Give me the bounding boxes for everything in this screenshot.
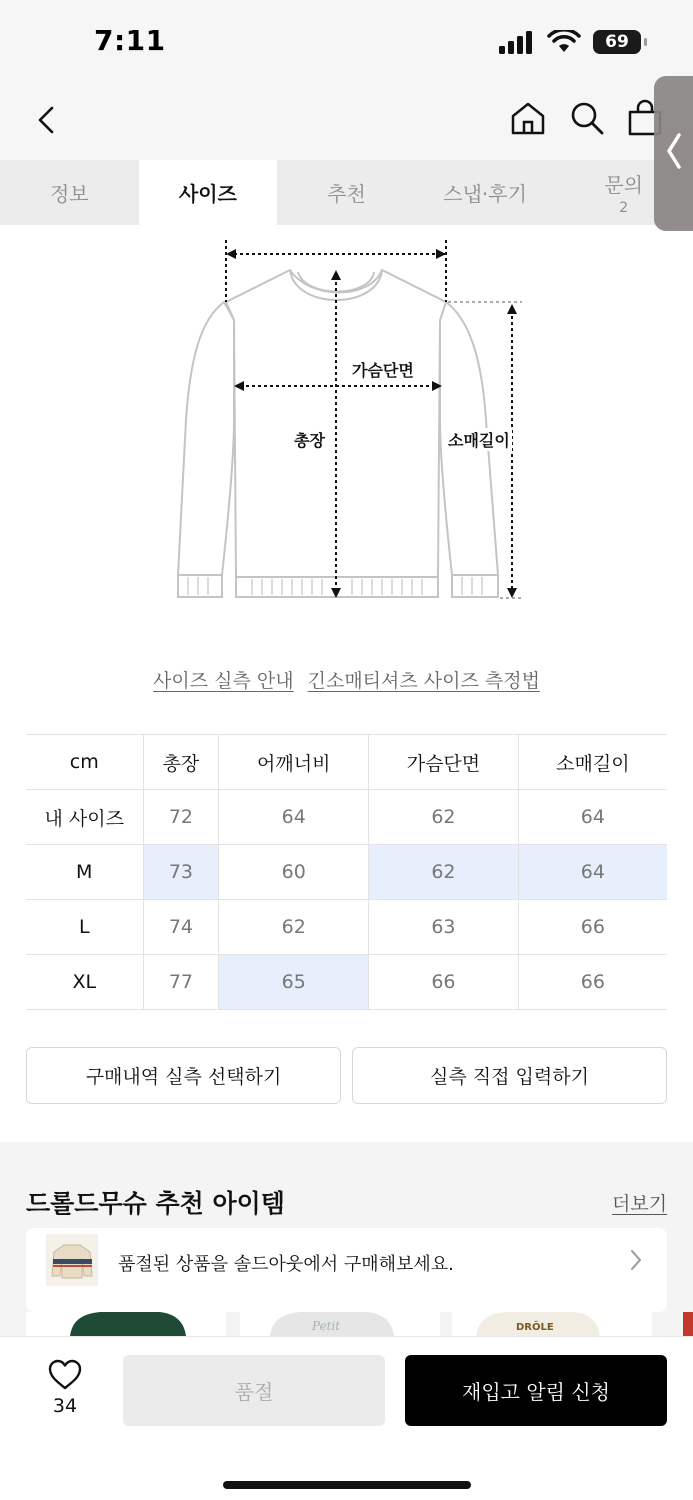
table-cell: 64 — [518, 790, 667, 845]
more-link[interactable]: 더보기 — [612, 1193, 668, 1215]
table-cell-highlighted: 65 — [219, 955, 369, 1010]
tab-size[interactable]: 사이즈 — [139, 160, 278, 225]
home-indicator — [223, 1481, 471, 1489]
table-header-cell: 어깨너비 — [219, 735, 369, 790]
battery-indicator: 69 — [593, 30, 641, 54]
sweatshirt-thumbnail — [46, 1234, 98, 1286]
size-label: XL — [26, 955, 143, 1010]
table-cell: 64 — [219, 790, 369, 845]
cellular-signal-icon — [499, 30, 535, 54]
size-table — [26, 734, 667, 1010]
table-header-cell: cm — [26, 735, 143, 790]
restock-alert-button[interactable]: 재입고 알림 신청 — [405, 1355, 667, 1426]
side-panel-handle[interactable] — [654, 76, 693, 231]
back-button[interactable] — [28, 100, 64, 140]
table-cell-highlighted: 62 — [369, 845, 519, 900]
home-icon — [508, 98, 548, 138]
table-header-cell: 소매길이 — [518, 735, 667, 790]
inquiry-count: 2 — [619, 200, 629, 216]
status-icons — [499, 28, 641, 56]
sweatshirt-illustration — [160, 210, 540, 610]
soldout-banner-text: 품절된 상품을 솔드아웃에서 구매해보세요. — [118, 1254, 454, 1275]
nav-header — [0, 80, 693, 160]
table-cell: 66 — [518, 900, 667, 955]
svg-text:Petit: Petit — [312, 1319, 341, 1333]
table-row-my-size — [26, 790, 667, 845]
chevron-right-icon — [629, 1248, 643, 1272]
home-button[interactable] — [508, 98, 548, 138]
heart-icon — [48, 1359, 82, 1391]
recommended-products-strip — [0, 1312, 693, 1336]
table-cell: 66 — [369, 955, 519, 1010]
status-time: 7:11 — [94, 24, 166, 57]
recommended-product-thumbnails — [0, 1312, 693, 1336]
table-cell: 60 — [219, 845, 369, 900]
table-cell: 77 — [143, 955, 219, 1010]
tab-inquiry[interactable]: 문의 2 — [604, 173, 643, 216]
wifi-icon — [547, 30, 581, 54]
sleeve-length-label: 소매길이 — [446, 428, 512, 451]
table-row-xl — [26, 955, 667, 1010]
size-label: 내 사이즈 — [26, 790, 143, 845]
table-header-cell: 총장 — [143, 735, 219, 790]
manual-measure-input-button[interactable]: 실측 직접 입력하기 — [352, 1047, 667, 1104]
status-bar — [0, 0, 693, 80]
measure-method-link[interactable]: 긴소매티셔츠 사이즈 측정법 — [307, 670, 540, 692]
tab-snap-review[interactable]: 스냅·후기 — [443, 182, 527, 206]
table-cell: 72 — [143, 790, 219, 845]
table-cell-highlighted: 73 — [143, 845, 219, 900]
size-guide-links — [0, 666, 693, 693]
table-cell: 63 — [369, 900, 519, 955]
table-row-m — [26, 845, 667, 900]
size-measure-guide-link[interactable]: 사이즈 실측 안내 — [153, 670, 294, 692]
table-header-cell: 가슴단면 — [369, 735, 519, 790]
bottom-action-bar — [0, 1336, 693, 1500]
recommend-title: 드롤드무슈 추천 아이템 — [26, 1189, 285, 1218]
size-diagram — [160, 210, 540, 610]
purchase-history-measure-button[interactable]: 구매내역 실측 선택하기 — [26, 1047, 341, 1104]
chevron-left-icon — [665, 131, 683, 171]
total-length-label: 총장 — [292, 428, 327, 451]
like-count: 34 — [52, 1395, 78, 1417]
soldout-banner[interactable] — [26, 1228, 667, 1312]
svg-text:DRÔLE: DRÔLE — [516, 1322, 554, 1333]
table-cell: 66 — [518, 955, 667, 1010]
chevron-left-icon — [28, 100, 64, 140]
search-button[interactable] — [567, 98, 607, 138]
soldout-button: 품절 — [123, 1355, 385, 1426]
table-row-l — [26, 900, 667, 955]
search-icon — [567, 98, 607, 138]
table-cell: 62 — [369, 790, 519, 845]
tab-info[interactable]: 정보 — [49, 182, 89, 206]
size-label: L — [26, 900, 143, 955]
table-cell-highlighted: 64 — [518, 845, 667, 900]
table-header-row — [26, 735, 667, 790]
tab-recommend[interactable]: 추천 — [327, 182, 366, 206]
table-cell: 62 — [219, 900, 369, 955]
size-label: M — [26, 845, 143, 900]
like-button[interactable] — [48, 1359, 82, 1391]
table-cell: 74 — [143, 900, 219, 955]
chest-width-label: 가슴단면 — [350, 358, 416, 381]
